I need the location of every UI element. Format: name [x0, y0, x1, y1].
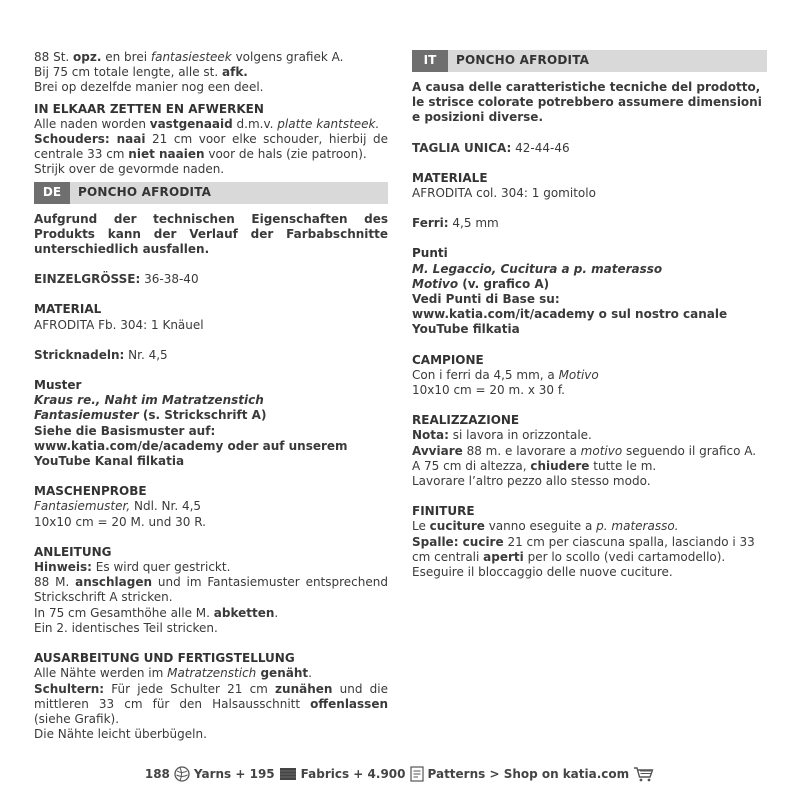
de-needles: Stricknadeln: Nr. 4,5 — [34, 347, 168, 362]
de-ausarbeitung: Die Nähte leicht überbügeln. — [34, 727, 207, 742]
it-punti-heading: Punti — [412, 246, 448, 261]
de-anleitung: Hinweis: Es wird quer gestrickt. — [34, 560, 231, 575]
nl-paragraph: 88 St. opz. en brei fantasiesteek volgens grafiek A. — [34, 50, 344, 64]
de-academy-link: www.katia.com/de/academy oder auf unserem YouTube Kanal filkatia — [34, 438, 348, 469]
de-muster-line: Fantasiemuster (s. Strickschrift A) — [34, 408, 267, 423]
fabric-icon — [279, 767, 297, 781]
left-column — [34, 50, 388, 742]
brand-link[interactable]: katia.com — [562, 767, 630, 781]
de-probe: Fantasiemuster, Ndl. Nr. 4,5 — [34, 499, 202, 514]
it-finiture: Spalle: cucire 21 cm per ciascuna spalla, lasciando i 33 cm centrali aperti per lo scollo (vedi cartamodello). — [412, 534, 755, 564]
nl-paragraph: Alle naden worden vastgenaaid d.m.v. platte kantsteek. — [34, 116, 380, 131]
yarns-label: Yarns + 195 — [193, 767, 275, 781]
it-campione: Con i ferri da 4,5 mm, a Motivo — [412, 367, 599, 382]
section-title: PONCHO AFRODITA — [456, 53, 590, 68]
fabrics-label: Fabrics + 4.900 — [300, 767, 406, 781]
it-realizzazione: A 75 cm di altezza, chiudere tutte le m. — [412, 458, 657, 473]
it-materiale: AFRODITA col. 304: 1 gomitolo — [412, 186, 596, 201]
right-column — [412, 50, 767, 580]
de-material: AFRODITA Fb. 304: 1 Knäuel — [34, 317, 204, 332]
de-material-heading: MATERIAL — [34, 302, 102, 317]
it-academy-link: www.katia.com/it/academy o sul nostro canale YouTube filkatia — [412, 307, 728, 337]
it-realizzazione: Nota: si lavora in orizzontale. — [412, 428, 592, 443]
it-campione: 10x10 cm = 20 m. x 30 f. — [412, 383, 565, 398]
nl-paragraph: Strijk over de gevormde naden. — [34, 162, 225, 177]
pattern-icon — [410, 766, 424, 782]
de-anleitung: 88 M. anschlagen und im Fantasiemuster entsprechend Strickschrift A stricken. — [34, 575, 388, 605]
yarns-count: 188 — [144, 767, 170, 781]
it-finiture: Le cuciture vanno eseguite a p. materasso. — [412, 519, 679, 534]
cart-icon[interactable] — [633, 766, 655, 782]
de-intro: Aufgrund der technischen Eigenschaften des Produkts kann der Verlauf der Farbabschnitte unterschiedlich ausfallen. — [34, 211, 388, 257]
de-anleitung: In 75 cm Gesamthöhe alle M. abketten. — [34, 605, 279, 620]
language-code: DE — [34, 182, 70, 204]
it-campione-heading: CAMPIONE — [412, 352, 484, 367]
it-ferri: Ferri: 4,5 mm — [412, 216, 499, 231]
it-finiture: Eseguire il bloccaggio delle nuove cuciture. — [412, 565, 673, 580]
footer-bar — [0, 766, 800, 782]
de-anleitung-heading: ANLEITUNG — [34, 544, 112, 559]
language-code: IT — [412, 50, 448, 72]
de-muster-heading: Muster — [34, 378, 82, 393]
nl-paragraph: Schouders: naai 21 cm voor elke schouder, hierbij de centrale 33 cm niet naaien voor de hals (zie patroon). — [34, 132, 388, 162]
nl-paragraph: Brei op dezelfde manier nog een deel. — [34, 80, 264, 95]
it-punti-line: M. Legaccio, Cucitura a p. materasso — [412, 261, 663, 276]
de-size: EINZELGRÖSSE: 36-38-40 — [34, 272, 199, 287]
it-size: TAGLIA UNICA: 42-44-46 — [412, 140, 570, 155]
it-section-banner — [412, 50, 767, 72]
it-realizzazione: Avviare 88 m. e lavorare a motivo seguendo il grafico A. — [412, 443, 757, 458]
de-probe: 10x10 cm = 20 M. und 30 R. — [34, 514, 206, 529]
it-realizzazione-heading: REALIZZAZIONE — [412, 413, 520, 428]
it-intro: A causa delle caratteristiche tecniche del prodotto, le strisce colorate potrebbero assumere dimensioni e posizioni diverse. — [412, 80, 762, 125]
de-ausarbeitung-heading: AUSARBEITUNG UND FERTIGSTELLUNG — [34, 651, 295, 666]
de-section-banner — [34, 182, 388, 204]
yarn-ball-icon — [174, 766, 190, 782]
it-punti-line: Vedi Punti di Base su: — [412, 292, 560, 307]
it-realizzazione: Lavorare l’altro pezzo allo stesso modo. — [412, 474, 651, 489]
de-probe-heading: MASCHENPROBE — [34, 484, 147, 499]
patterns-label: Patterns > Shop on — [427, 767, 559, 781]
de-anleitung: Ein 2. identisches Teil stricken. — [34, 620, 218, 635]
de-muster-line: Siehe die Basismuster auf: — [34, 423, 216, 438]
it-punti-line: Motivo (v. grafico A) — [412, 276, 550, 291]
nl-finish-heading: IN ELKAAR ZETTEN EN AFWERKEN — [34, 101, 264, 116]
de-ausarbeitung: Alle Nähte werden im Matratzenstich genäht. — [34, 666, 312, 681]
nl-paragraph: Bij 75 cm totale lengte, alle st. afk. — [34, 65, 248, 80]
de-ausarbeitung: Schultern: Für jede Schulter 21 cm zunähen und die mittleren 33 cm für den Halsausschnitt offenlassen (siehe Grafik). — [34, 681, 388, 726]
it-finiture-heading: FINITURE — [412, 504, 475, 519]
it-materiale-heading: MATERIALE — [412, 170, 488, 185]
de-muster-line: Kraus re., Naht im Matratzenstich — [34, 393, 264, 408]
section-title: PONCHO AFRODITA — [78, 185, 212, 200]
